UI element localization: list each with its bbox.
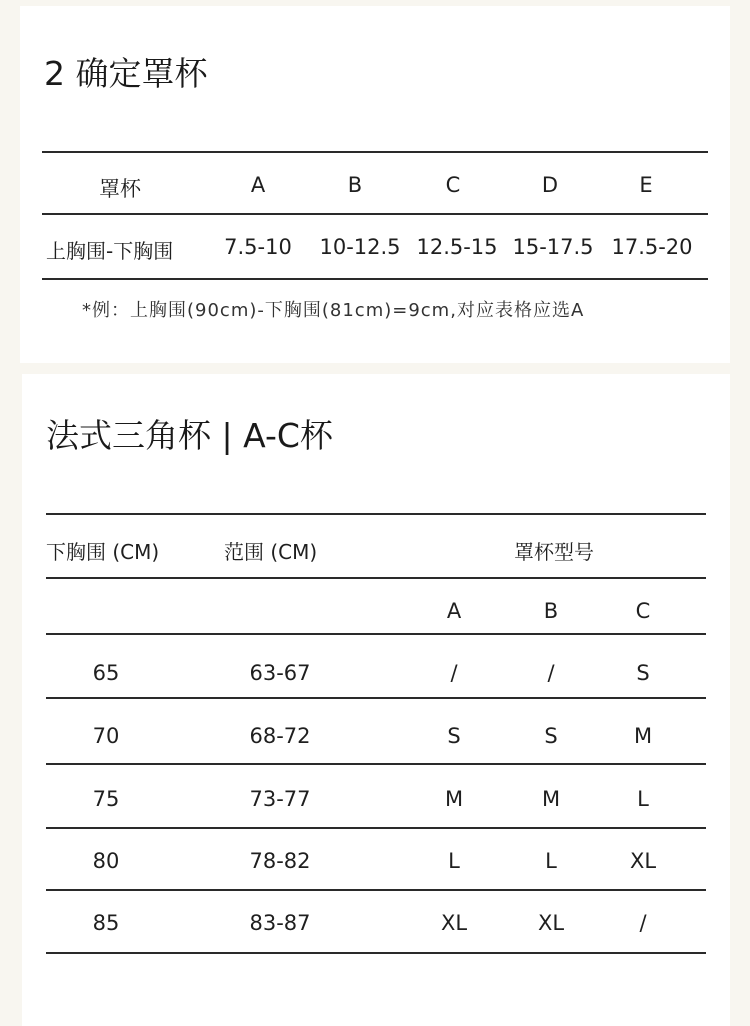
cup-guide-title: 2 确定罩杯 [44, 54, 208, 93]
range-a: 7.5-10 [224, 235, 292, 259]
cup-guide-card [20, 6, 730, 363]
cup-letter-c: C [635, 599, 651, 623]
table-row-size-a: M [444, 787, 464, 811]
size-table-title: 法式三角杯 | A-C杯 [46, 416, 333, 455]
header-cup-size: 罩杯型号 [514, 540, 594, 564]
cup-letter-b: B [543, 599, 559, 623]
table-rule [46, 577, 706, 579]
table-rule [46, 697, 706, 699]
row-difference-label: 上胸围-下胸围 [46, 239, 174, 263]
range-c: 12.5-15 [416, 235, 498, 259]
table-rule [46, 513, 706, 515]
table-row-size-c: S [636, 661, 650, 685]
table-row-underbust: 65 [92, 661, 120, 685]
header-cup-label: 罩杯 [99, 177, 141, 201]
table-row-size-b: XL [537, 911, 565, 935]
table-row-range: 63-67 [249, 661, 311, 685]
header-cup-c: C [445, 173, 461, 197]
header-cup-e: E [639, 173, 653, 197]
table-row-size-b: M [541, 787, 561, 811]
table-row-size-b: L [545, 849, 557, 873]
table-row-size-b: S [544, 724, 558, 748]
table-row-size-c: / [639, 911, 647, 935]
table-rule [42, 151, 708, 153]
table-row-size-b: / [547, 661, 555, 685]
table-rule [46, 827, 706, 829]
table-row-size-a: S [447, 724, 461, 748]
table-row-underbust: 70 [92, 724, 120, 748]
table-row-size-a: XL [440, 911, 468, 935]
table-rule [46, 763, 706, 765]
table-row-underbust: 75 [92, 787, 120, 811]
header-underbust: 下胸围 (CM) [46, 540, 160, 564]
table-rule [42, 278, 708, 280]
example-note: *例：上胸围(90cm)-下胸围(81cm)=9cm,对应表格应选A [82, 300, 585, 321]
table-rule [42, 213, 708, 215]
table-row-underbust: 80 [92, 849, 120, 873]
table-row-range: 78-82 [249, 849, 311, 873]
header-range: 范围 (CM) [224, 540, 318, 564]
header-cup-b: B [347, 173, 363, 197]
table-rule [46, 633, 706, 635]
header-cup-d: D [541, 173, 559, 197]
table-row-range: 68-72 [249, 724, 311, 748]
range-d: 15-17.5 [512, 235, 594, 259]
table-row-size-a: L [448, 849, 460, 873]
size-table-card [22, 374, 730, 1026]
cup-letter-a: A [446, 599, 462, 623]
table-row-size-c: XL [629, 849, 657, 873]
table-row-size-a: / [450, 661, 458, 685]
table-row-range: 83-87 [249, 911, 311, 935]
range-e: 17.5-20 [611, 235, 693, 259]
table-rule [46, 889, 706, 891]
table-row-range: 73-77 [249, 787, 311, 811]
table-row-underbust: 85 [92, 911, 120, 935]
table-row-size-c: M [633, 724, 653, 748]
range-b: 10-12.5 [319, 235, 401, 259]
table-rule [46, 952, 706, 954]
header-cup-a: A [250, 173, 266, 197]
table-row-size-c: L [637, 787, 649, 811]
